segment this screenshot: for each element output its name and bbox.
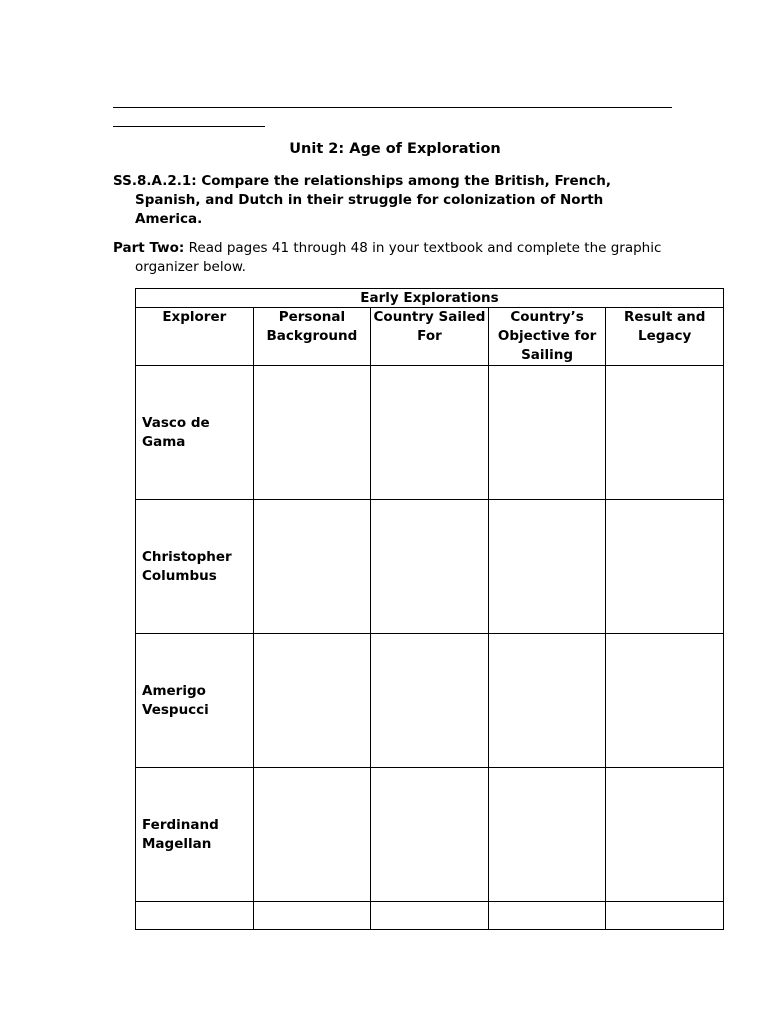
part-two-label: Part Two: <box>113 240 185 256</box>
answer-cell[interactable] <box>606 902 724 930</box>
explorer-name: Christopher Columbus <box>136 500 254 634</box>
table-row <box>136 500 724 634</box>
answer-cell[interactable] <box>488 366 606 500</box>
name-blank-line <box>113 107 672 108</box>
answer-cell[interactable] <box>371 634 489 768</box>
column-header-result-legacy: Result and Legacy <box>606 308 724 366</box>
answer-cell[interactable] <box>253 366 371 500</box>
answer-cell[interactable] <box>606 366 724 500</box>
explorer-name: Ferdinand Magellan <box>136 768 254 902</box>
table-caption: Early Explorations <box>136 289 724 308</box>
answer-cell[interactable] <box>606 768 724 902</box>
answer-cell[interactable] <box>253 902 371 930</box>
answer-cell[interactable] <box>136 902 254 930</box>
part-two-instructions <box>113 239 725 277</box>
answer-cell[interactable] <box>371 768 489 902</box>
answer-cell[interactable] <box>488 500 606 634</box>
answer-cell[interactable] <box>253 768 371 902</box>
explorer-name: Vasco de Gama <box>136 366 254 500</box>
page-title: Unit 2: Age of Exploration <box>289 141 501 157</box>
column-header-personal-background: Personal Background <box>253 308 371 366</box>
standard-statement: SS.8.A.2.1: Compare the relationships among the British, French, Spanish, and Dutch in their struggle for colonization of North America. <box>113 173 611 227</box>
answer-cell[interactable] <box>488 634 606 768</box>
column-header-explorer: Explorer <box>136 308 254 366</box>
table-row <box>136 366 724 500</box>
answer-cell[interactable] <box>371 500 489 634</box>
answer-cell[interactable] <box>371 902 489 930</box>
answer-cell[interactable] <box>606 500 724 634</box>
table-row-blank <box>136 902 724 930</box>
table-header-row <box>136 308 724 366</box>
answer-cell[interactable] <box>488 902 606 930</box>
explorer-name: Amerigo Vespucci <box>136 634 254 768</box>
column-header-country-sailed-for: Country Sailed For <box>371 308 489 366</box>
graphic-organizer-table <box>135 288 724 930</box>
part-two-text: Read pages 41 through 48 in your textbook and complete the graphic organizer below. <box>135 240 662 275</box>
answer-cell[interactable] <box>488 768 606 902</box>
answer-cell[interactable] <box>371 366 489 500</box>
table-row <box>136 768 724 902</box>
table-row <box>136 634 724 768</box>
answer-cell[interactable] <box>606 634 724 768</box>
column-header-objective: Country’s Objective for Sailing <box>488 308 606 366</box>
answer-cell[interactable] <box>253 500 371 634</box>
answer-cell[interactable] <box>253 634 371 768</box>
date-blank-line <box>113 126 265 127</box>
